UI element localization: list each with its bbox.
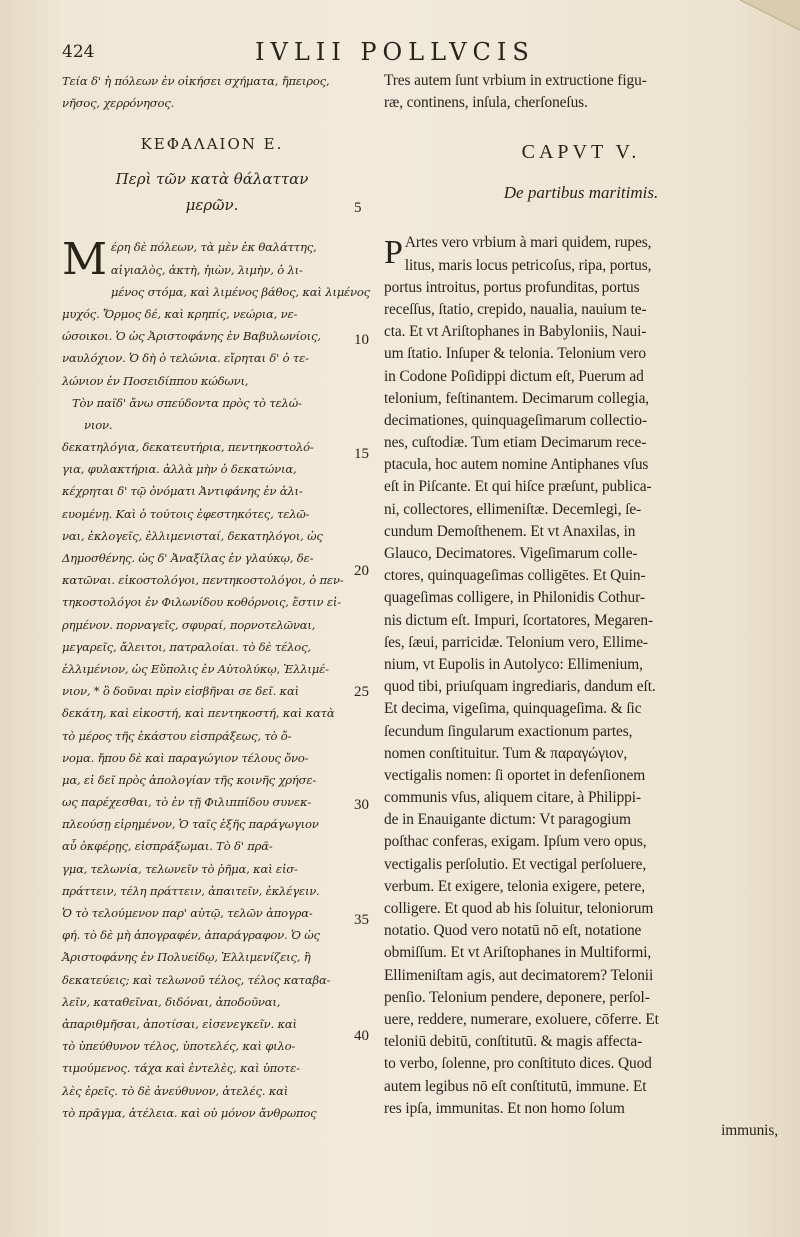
latin-body-line: Glauco, Decimatores. Vigeſimarum colle- [384,545,638,562]
latin-body-line: Et decima, vigeſima, quinquageſima. & ſic [384,700,642,718]
page-number: 424 [62,42,95,62]
greek-body-line: τὸ πρᾶγμα, ἀτέλεια. καὶ οὐ μόνον ἄνθρωπος [62,1105,317,1120]
greek-body-line: Δημοσθένης. ὡς δ' Ἀναξίλας ἐν γλαύκῳ, δε- [62,551,314,565]
latin-body-line: nium, vt Eupolis in Autolyco: Ellimenium, [384,655,643,673]
latin-body-line: nes, cuſtodiæ. Tum etiam Decimarum rece- [384,434,647,452]
latin-body-line: litus, maris locus petricoſus, ripa, portus, [404,256,652,274]
greek-body-line: Ἀριστοφάνης ἐν Πολυείδῳ, Ἐλλιμενίζεις, ἢ [62,950,311,965]
latin-body-line: portus introitus, portus profunditas, portus [384,278,640,296]
running-head: IVLII POLLVCIS [255,38,535,66]
line-number-marker: 10 [354,332,369,348]
greek-body-line: ευομένῃ. Καὶ ὁ τούτοις ἐφεστηκότες, τελῶ- [62,506,310,521]
latin-body-line: vectigalis perſolutio. Et vectigal perſoluere, [384,855,647,873]
latin-body-line: ptacula, hoc autem nomine Antiphanes vſus [384,456,649,474]
latin-body-line: verbum. Et exigere, telonia exigere, petere, [384,877,645,895]
latin-body-line: colligere. Et quod ab his ſoluitur, teloniorum [384,900,654,917]
greek-body-line: ἐλλιμένιον, ὡς Εὔπολις ἐν Αὐτολύκῳ, Ἐλλιμέ- [62,661,329,676]
latin-body-line: eſt in Piſcante. Et qui hiſce præſunt, publica- [384,478,652,496]
latin-body-line: ni, collectores, ellimeniſtæ. Decemlegi, ſe- [384,500,642,518]
latin-body-line: P Artes vero vrbium à mari quidem, rupes, [384,234,652,272]
latin-body-line: in Codone Poſidippi dictum eſt, Puerum ad [384,367,644,385]
line-number-marker: 40 [354,1028,369,1044]
greek-body-line: νομα. ἤπου δὲ καὶ παραγώγιον τέλους ὄνο- [62,750,309,765]
greek-body-line: μα, εἰ δεῖ πρὸς ἀπολογίαν τῆς κοινῆς χρήσε- [62,772,317,787]
greek-body-line: Μέρη δὲ πόλεων, τὰ μὲν ἐκ θαλάττης, [62,234,317,286]
greek-body-line: τὸ μέρος τῆς ἑκάστου εἰσπράξεως, τὸ ὄ- [62,728,292,743]
greek-body-line: πλεούσῃ εἰρημένον, Ὁ ταῖς ἑξῆς παράγωγιον [62,817,319,832]
latin-body-line: cta. Et vt Ariſtophanes in Babyloniis, Naui- [384,323,647,341]
latin-column [384,70,778,1142]
latin-top-line: Tres autem ſunt vrbium in extructione figu- [384,72,647,89]
greek-body-line: λεῖν, καταθεῖναι, διδόναι, ἀποδοῦναι, [62,994,281,1009]
latin-body-line: receſſus, ſtatio, crepido, naualia, nauium te- [384,300,647,318]
line-number-marker: 35 [354,912,369,928]
greek-body-line: μυχός. Ὅρμος δέ, καὶ κρηπίς, νεώρια, νε- [62,306,298,321]
greek-body-line: για, φυλακτήρια. ἀλλὰ μὴν ὁ δεκατώνια, [62,462,297,477]
greek-body-line: τὸ ὑπεύθυνον τέλος, ὑποτελές, καὶ φιλο- [62,1039,296,1054]
greek-chapter-title: ΚΕΦΑΛΑΙΟΝ Ε. [140,135,284,154]
latin-body-line: uere, reddere, numerare, exoluere, cōferre. Et [384,1010,659,1028]
greek-body-line: Τὸν παῖδ' ἄνω σπεύδοντα πρὸς τὸ τελώ- [72,395,302,410]
latin-body-line: teloniū debitū, conſtitutū. & magis affecta- [384,1033,643,1051]
greek-body-line: μεγαρεῖς, ἄλειτοι, πατραλοίαι. τὸ δὲ τέλος, [62,639,311,654]
latin-body-line: telonium, feſtinantem. Decimarum collegia, [384,389,650,407]
latin-body-line: nis dictum eſt. Impuri, ſcortatores, Megaren- [384,611,654,629]
latin-body-line: communis vſus, aliquem citare, à Philippi- [384,789,641,807]
latin-body-line: quageſimas colligere, in Philonidis Cothur- [384,589,645,607]
greek-dropcap: Μ [62,234,107,286]
latin-body-line: penſio. Telonium pendere, deponere, perſol- [384,988,650,1006]
greek-body-line: δεκατηλόγια, δεκατευτήρια, πεντηκοστολό- [62,440,314,455]
greek-chapter-subtitle: μερῶν. [185,196,239,215]
line-number-marker: 20 [354,563,369,579]
latin-body-line: res ipſa, immunitas. Et non homo ſolum [384,1099,625,1117]
latin-body-line: to verbo, ſolenne, pro conſtituto dices. Quod [384,1055,652,1073]
greek-body-line: ἀπαριθμῆσαι, ἀποτίσαι, εἰσενεγκεῖν. καὶ [62,1016,297,1031]
latin-body-line: autem legibus nō eſt conſtitutū, immune. Et [384,1077,647,1095]
greek-body-line: αἰγιαλὸς, ἀκτὴ, ἠιὼν, λιμὴν, ὁ λι- [110,262,303,277]
greek-body-line: ναυλόχιον. Ὁ δὴ ὁ τελώνια. εἴρηται δ' ὁ τε- [62,351,309,366]
greek-top-line: νῆσος, χερρόνησος. [62,96,175,111]
greek-body-line: ώσοικοι. Ὁ ὡς Ἀριστοφάνης ἐν Βαβυλωνίοις, [62,329,321,344]
latin-top-line: ræ, continens, inſula, cherſoneſus. [384,94,588,112]
page-corner-fold [680,0,800,40]
greek-body-line: δεκατεύεις; καὶ τελωνοῦ τέλος, τέλος καταβα- [62,972,331,987]
greek-body-line: τιμούμενος. τάχα καὶ ἐντελὲς, καὶ ὑποτε- [62,1061,300,1076]
latin-body-line: poſthac conferas, exigam. Ipſum vero opus, [384,833,647,851]
latin-body-line: Ellimeniſtam agis, aut decimatorem? Telonii [384,966,654,984]
latin-body-line: nomen conſtituitur. Tum & παραγώγιον, [384,744,628,762]
line-number-marker: 25 [354,684,369,700]
greek-body-line: κατῶναι. εἰκοστολόγοι, πεντηκοστολόγοι, ὁ πεν- [62,573,344,588]
greek-body-line: γμα, τελωνία, τελωνεῖν τὸ ῥῆμα, καὶ εἰσ- [62,861,298,876]
greek-body-line: πράττειν, τέλη πράττειν, ἀπαιτεῖν, ἐκλέγειν. [62,883,320,898]
latin-dropcap: P [384,234,403,272]
greek-chapter-subtitle: Περὶ τῶν κατὰ θάλατταν [115,170,309,189]
greek-column [62,70,370,1124]
latin-body-line: de in Enauigante dictum: Vt paragogium [384,811,631,829]
latin-body-line: um ſtatio. Inſuper & telonia. Telonium vero [384,345,646,363]
page-header [0,38,800,68]
greek-body-line: Ὁ τὸ τελούμενον παρ' αὐτῷ, τελῶν ἀπογρα- [62,906,313,920]
latin-body-line: obmiſſum. Et vt Ariſtophanes in Multiformi, [384,944,652,962]
greek-body-line: κέχρηται δ' τῷ ὀνόματι Ἀντιφάνης ἐν ἁλι- [62,484,303,499]
latin-chapter-subtitle: De partibus maritimis. [503,183,659,203]
latin-body-line: ctores, quinquageſimas colligētes. Et Quin- [384,567,646,585]
line-number-marker: 5 [354,200,362,216]
greek-body-line: νιον, * ὃ δοῦναι πρὶν εἰσβῆναι σε δεῖ. καὶ [62,684,299,699]
greek-body-line: αὖ ὁκφέρῃς, εἰσπράξωμαι. Τὸ δ' πρᾶ- [62,839,273,854]
line-number-marker: 30 [354,797,369,813]
greek-body-line: μένος στόμα, καὶ λιμένος βάθος, καὶ λιμένος [110,284,370,299]
latin-body-line: ſecundum ſingularum exactionum partes, [384,722,633,740]
latin-body-line: cundum Demoſthenem. Et vt Anaxilas, in [384,522,636,540]
greek-body-line: νιον. [84,417,113,432]
latin-chapter-title: CAPVT V. [521,141,641,164]
latin-body-line: decimationes, quinquageſimarum collectio- [384,411,648,429]
greek-body-line: λὲς ἐρεῖς. τὸ δὲ ἀνεύθυνον, ἀτελές. καὶ [62,1083,289,1098]
latin-body-line: vectigalis nomen: ſi oportet in defenſionem [384,766,646,784]
greek-body-line: τηκοστολόγοι ἐν Φιλωνίδου κοθόρνοις, ἔστιν εἰ- [62,595,341,610]
greek-body-line: δεκάτη, καὶ εἰκοστή, καὶ πεντηκοστή, καὶ κατὰ [62,706,335,721]
greek-body-line: ναι, ἐκλογεῖς, ἐλλιμενισταί, δεκατηλόγοι, ὡς [62,528,323,543]
latin-catchword: immunis, [721,1121,778,1139]
latin-body-line: quod tibi, priuſquam ingrediaris, dandum eſt. [384,678,656,696]
latin-body-line: notatio. Quod vero notatū nō eſt, notatione [384,922,642,940]
greek-body-line: φή. τὸ δὲ μὴ ἀπογραφέν, ἀπαράγραφον. Ὁ ὡς [62,928,320,943]
greek-body-line: ρημένον. πορναγεῖς, σφυραί, πορνοτελῶναι, [62,617,316,632]
latin-body-line: ſes, ſæui, parricidæ. Telonium vero, Ellime- [384,633,648,651]
line-number-marker: 15 [354,446,369,462]
greek-top-line: Τεία δ' ἡ πόλεων ἐν οἰκήσει σχήματα, ἤπειρος, [62,74,330,88]
greek-body-line: ως παρέχεσθαι, τὸ ἐν τῇ Φιλιππίδου συνεκ- [62,795,312,810]
greek-body-line: λώνιον ἐν Ποσειδίππου κώδωνι, [62,373,249,388]
